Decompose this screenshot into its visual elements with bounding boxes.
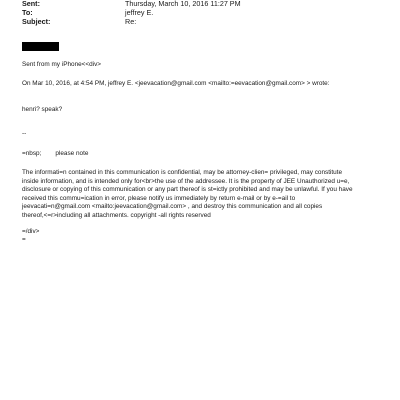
subject-label: Subject: bbox=[22, 17, 51, 26]
please-note-text: please note bbox=[55, 150, 89, 157]
nbsp-line bbox=[22, 150, 88, 158]
redaction-block bbox=[22, 42, 59, 51]
closing-div: =/div> bbox=[22, 228, 40, 235]
sent-value: Thursday, March 10, 2016 11:27 PM bbox=[125, 0, 241, 8]
closing-eq: = bbox=[22, 236, 26, 243]
disclaimer-line: jeevacati=n@gmail.com <mailto:jeevacation@gmail.com> , and destroy this communication and all copies bbox=[22, 203, 323, 211]
nbsp-text: =nbsp; bbox=[22, 150, 42, 157]
disclaimer-line: thereof,<=r>including all attachments. copyright -all rights reserved bbox=[22, 211, 211, 219]
sent-label: Sent: bbox=[22, 0, 40, 8]
disclaimer-line: inside information, and is intended only for<br>the use of the addressee. It is the property of JEE Unauthorized u=e, bbox=[22, 177, 350, 185]
subject-value: Re: bbox=[125, 17, 137, 26]
to-value: jeffrey E. bbox=[125, 8, 154, 17]
message-text: henri? speak? bbox=[22, 106, 63, 113]
disclaimer-line: received this commu=ication in error, please notify us immediately by return e-mail or by e-=ail to bbox=[22, 194, 296, 202]
separator: -- bbox=[22, 130, 27, 137]
quote-header: On Mar 10, 2016, at 4:54 PM, jeffrey E. <jeevacation@gmail.com <mailto:=eevacation@gmail.com> > wrote: bbox=[22, 80, 330, 87]
to-label: To: bbox=[22, 8, 33, 17]
signature-line: Sent from my iPhone<<div> bbox=[22, 61, 102, 68]
disclaimer-line: disclosure or copying of this communication or any part thereof is st=ictly prohibited and may be unlawful. If you have bbox=[22, 186, 353, 194]
disclaimer-line: The informati=n contained in this communication is confidential, may be attorney-clien= privileged, may constitute bbox=[22, 169, 343, 176]
disclaimer-paragraph bbox=[22, 169, 374, 221]
